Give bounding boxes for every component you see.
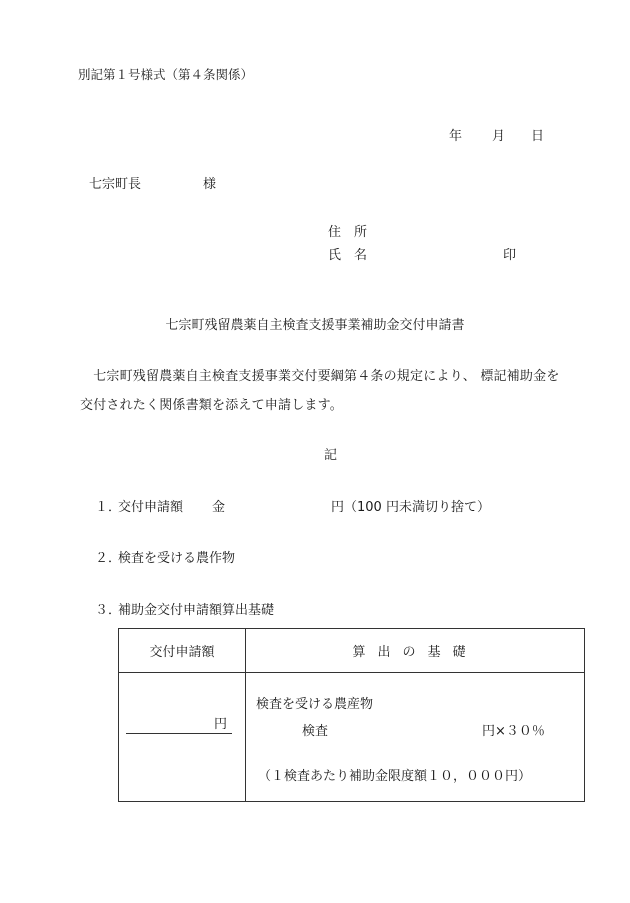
header-basis-text: 算出の基礎 [352, 645, 478, 660]
name-label: 氏 名 [328, 248, 368, 263]
item-1-label: 交付申請額 [118, 500, 184, 515]
amount-cell [119, 673, 246, 802]
item-2-label: 検査を受ける農作物 [118, 551, 236, 566]
item-1-kin: 金 [212, 500, 226, 515]
item-1-yen: 円（100 円未満切り捨て） [331, 500, 490, 515]
header-amount: 交付申請額 [119, 629, 246, 673]
basis-kensa: 検査 [302, 724, 329, 739]
amount-yen: 円 [214, 717, 228, 732]
item-3-label: 補助金交付申請額算出基礎 [118, 603, 275, 618]
table-body-row [119, 673, 585, 802]
calculation-table [118, 628, 585, 802]
basis-limit: （１検査あたり補助金限度額１０，０００円） [258, 769, 532, 784]
addressee-honorific: 様 [203, 177, 217, 192]
date-year-label: 年 [449, 129, 463, 144]
date-line [449, 129, 544, 145]
amount-underline [126, 733, 232, 734]
document-title: 七宗町残留農薬自主検査支援事業補助金交付申請書 [165, 318, 465, 333]
basis-cell [246, 673, 585, 802]
ki-heading: 記 [324, 448, 338, 463]
table-header-row [119, 629, 585, 673]
header-basis [246, 629, 585, 673]
item-2-number: ２． [95, 551, 122, 566]
form-id: 別記第１号様式（第４条関係） [78, 67, 254, 82]
basis-line-1: 検査を受ける農産物 [256, 697, 374, 712]
body-paragraph: 七宗町残留農薬自主検査支援事業交付要綱第４条の規定により、 標記補助金を交付されたく関係書類を添えて申請します。 [80, 369, 560, 413]
date-month-label: 月 [492, 129, 506, 144]
date-day-label: 日 [531, 129, 545, 144]
addressee-name: 七宗町長 [89, 177, 142, 192]
item-3-number: ３． [95, 603, 122, 618]
seal-label: 印 [503, 248, 517, 263]
item-1-number: １． [95, 500, 122, 515]
address-label: 住 所 [328, 225, 368, 240]
basis-rate: 円×３０％ [482, 724, 545, 739]
